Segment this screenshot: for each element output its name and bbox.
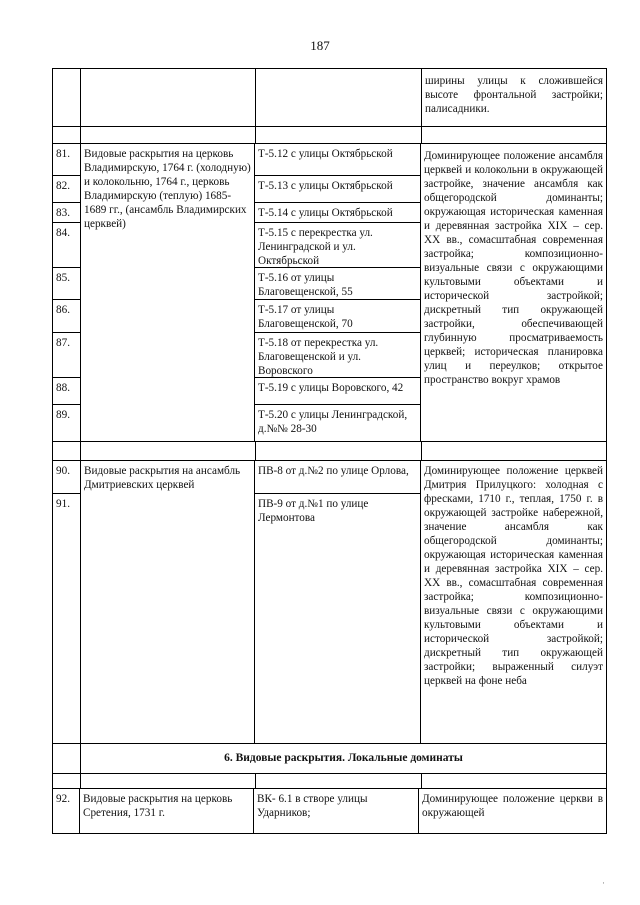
monument-table: [52, 68, 607, 834]
section-header: [52, 744, 607, 774]
row-number: 87.: [53, 333, 80, 378]
row-number: 88.: [53, 378, 80, 405]
row-number: 85.: [53, 268, 80, 300]
view-point: Т-5.20 с улицы Ленинградской, д.№№ 28-30: [258, 409, 408, 435]
object-description: Доминирующее положение ансамбля церквей и колокольни в окружающей застройке, значение ансамбля как общегородской доминанты; окружающая историческая каменная и деревянная застройка XIX – сер. XX вв., сомасштабная современная застройка; композиционно-визуальные связи с окружающими культовыми объектами и исторической застройкой; дискретный тип окружающей застройки, обеспечивающей глубинную просматриваемость церквей; историческая планировка улиц и переулков; открытое пространство вокруг храмов: [424, 150, 603, 386]
table-row-spacer: [52, 774, 607, 789]
table-row-spacer: [52, 442, 607, 461]
group-dmitrievsky: [52, 461, 607, 744]
view-point: ВК- 6.1 в створе улицы Ударников;: [254, 789, 419, 833]
row-number: 89.: [56, 409, 70, 421]
row-number: 82.: [53, 176, 80, 203]
object-name: Видовые раскрытия на церковь Владимирскую, 1764 г. (холодную) и колокольню, 1764 г., церковь Владимирскую (теплую) 1685-1689 гг., (ансамбль Владимирских церквей): [81, 144, 255, 441]
page-number: 187: [310, 38, 330, 53]
view-point: Т-5.15 с перекрестка ул. Ленинградской и ул. Октябрьской: [255, 223, 420, 268]
row-number: 90.: [53, 461, 80, 494]
row-number: 84.: [53, 223, 80, 268]
corner-mark: ·: [602, 878, 605, 888]
object-name: Видовые раскрытия на ансамбль Дмитриевских церквей: [81, 461, 255, 743]
row-number: 91.: [56, 498, 70, 510]
view-point: ПВ-8 от д.№2 по улице Орлова,: [255, 461, 420, 494]
group-vladimir: [52, 144, 607, 442]
row-number: 92.: [53, 789, 80, 833]
section-title: 6. Видовые раскрытия. Локальные доминаты: [224, 752, 463, 764]
view-point: Т-5.18 от перекрестка ул. Благовещенской и ул. Воровского: [255, 333, 420, 378]
table-row: [52, 68, 607, 127]
object-description: Доминирующее положение церквей Дмитрия Прилуцкого: холодная с фресками, 1710 г., теплая, 1750 г. в окружающей застройке набережной, значение ансамбля как общегородской доминанты; окружающая историческая каменная и деревянная застройка XIX – сер. XX вв., сомасштабная современная застройка; композиционно-визуальные связи с окружающими культовыми объектами и исторической застройкой; дискретный тип окружающей застройки; выраженный силуэт церквей на фоне неба: [424, 465, 603, 687]
table-row: [52, 789, 607, 834]
view-point: Т-5.12 с улицы Октябрьской: [255, 144, 420, 176]
object-name: Видовые раскрытия на церковь Сретения, 1731 г.: [80, 789, 254, 833]
view-point: Т-5.14 с улицы Октябрьской: [255, 203, 420, 223]
row-number: 81.: [53, 144, 80, 176]
row-number: 83.: [53, 203, 80, 223]
table-row-spacer: [52, 127, 607, 144]
object-description: Доминирующее положение церкви в окружающей: [422, 793, 603, 819]
row-description: ширины улицы к сложившейся высоте фронтальной застройки; палисадники.: [425, 75, 603, 115]
row-number: 86.: [53, 300, 80, 333]
view-point: Т-5.17 от улицы Благовещенской, 70: [255, 300, 420, 333]
view-point: Т-5.19 с улицы Воровского, 42: [255, 378, 420, 405]
view-point: Т-5.16 от улицы Благовещенской, 55: [255, 268, 420, 300]
view-point: Т-5.13 с улицы Октябрьской: [255, 176, 420, 203]
view-point: ПВ-9 от д.№1 по улице Лермонтова: [258, 498, 369, 524]
